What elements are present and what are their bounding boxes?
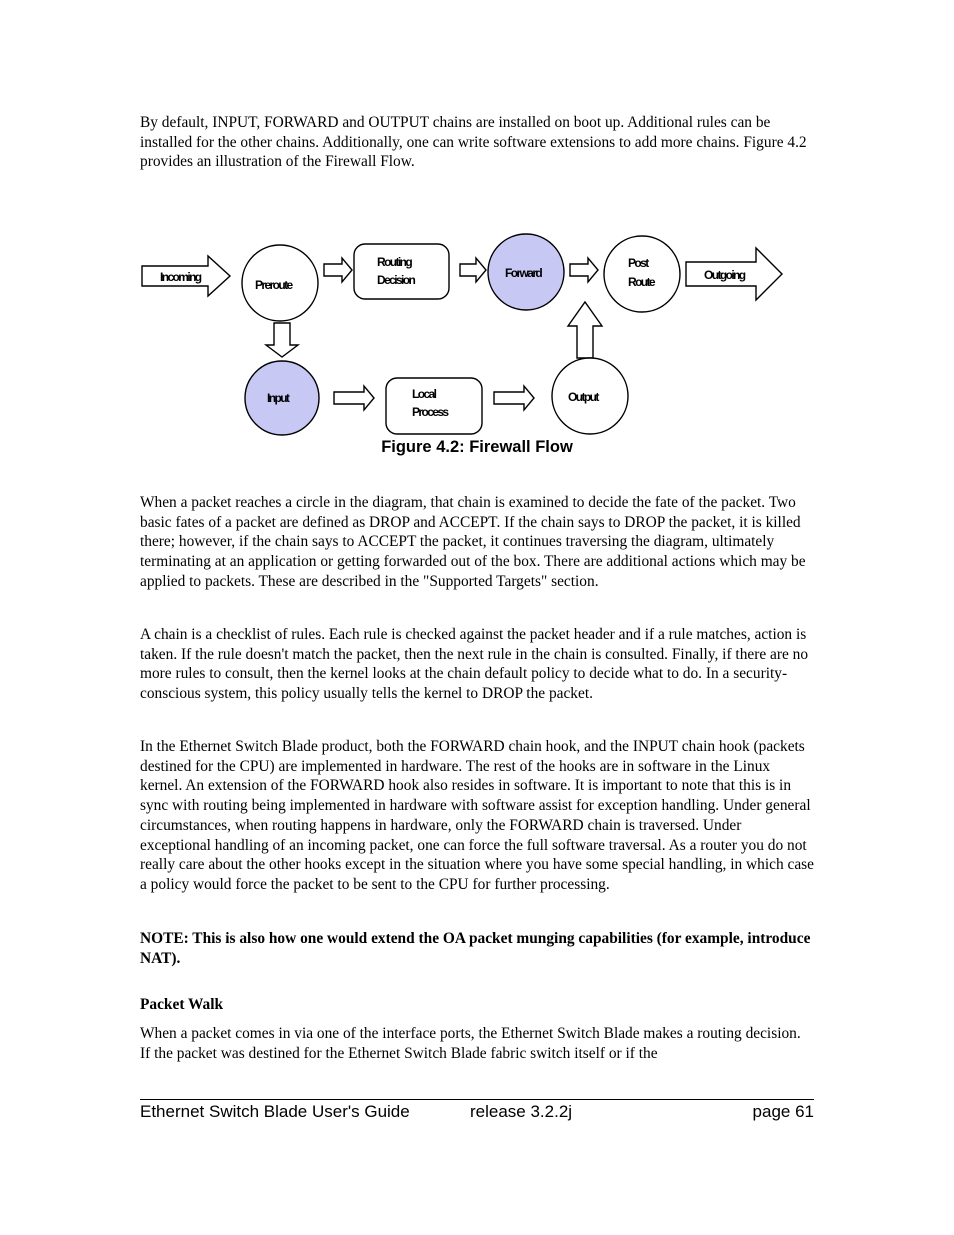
outgoing-label: Outgoing: [704, 268, 745, 282]
footer-page-number: page 61: [752, 1102, 814, 1121]
footer-release: release 3.2.2j: [470, 1102, 573, 1121]
body-paragraph-3: In the Ethernet Switch Blade product, both the FORWARD chain hook, and the INPUT chain hook (packets destined for the CPU) are implemented in hardware. The rest of the hooks are in software in the Linux kernel. An extension of the FORWARD hook also resides in software. It is important to note that this is in sync with routing being implemented in hardware with software assist for exception handling. Under general circumstances, when routing happens in hardware, only the FORWARD chain is traversed. Under exceptional handling of an incoming packet, one can force the full software traversal. As a router you do not really care about the other hooks except in the situation where you have some special handling, in which case a policy would force the packet to be sent to the CPU for further processing.: [140, 738, 814, 893]
routing-label-line1: Routing: [377, 255, 412, 269]
output-label: Output: [568, 390, 598, 404]
body-paragraph-1: When a packet reaches a circle in the diagram, that chain is examined to decide the fate of the packet. Two basic fates of a packet are defined as DROP and ACCEPT. If the chain says to DROP the packet, it is killed there; however, if the chain says to ACCEPT the packet, it continues traversing the diagram, ultimately terminating at an application or getting forwarded out of the box. There are additional actions which may be applied to packets. These are described in the "Supported Targets" section.: [140, 494, 806, 590]
preroute-label: Preroute: [255, 278, 292, 292]
arrow-preroute-to-input: [266, 323, 298, 357]
local-label-line2: Process: [412, 405, 448, 419]
input-label: Input: [267, 391, 289, 405]
postroute-node: [604, 236, 680, 312]
footer-title: Ethernet Switch Blade User's Guide: [140, 1102, 410, 1121]
local-label-line1: Local: [412, 387, 436, 401]
arrow-routing-to-forward: [460, 258, 486, 282]
firewall-flow-diagram: [130, 228, 810, 443]
packet-walk-paragraph: When a packet comes in via one of the interface ports, the Ethernet Switch Blade makes a routing decision. If the packet was destined for the Ethernet Switch Blade fabric switch itself or if the: [140, 1025, 801, 1062]
note-paragraph: NOTE: This is also how one would extend the OA packet munging capabilities (for example, introduce NAT).: [140, 930, 811, 967]
footer-rule: [140, 1099, 814, 1100]
arrow-input-to-local: [334, 386, 374, 410]
intro-paragraph: By default, INPUT, FORWARD and OUTPUT chains are installed on boot up. Additional rules can be installed for the other chains. Additionally, one can write software extensions to add more chains. Figure 4.2 provides an illustration of the Firewall Flow.: [140, 114, 807, 171]
postroute-label-line1: Post: [628, 256, 648, 270]
arrow-forward-to-postroute: [570, 258, 598, 282]
routing-label-line2: Decision: [377, 273, 415, 287]
section-heading: Packet Walk: [140, 996, 224, 1013]
routing-decision-node: [354, 244, 449, 299]
incoming-label: Incoming: [160, 270, 201, 284]
arrow-preroute-to-routing: [324, 258, 352, 282]
arrow-output-to-postroute: [568, 302, 602, 358]
figure-caption: Figure 4.2: Firewall Flow: [381, 438, 573, 456]
arrow-local-to-output: [494, 386, 534, 410]
body-paragraph-2: A chain is a checklist of rules. Each rule is checked against the packet header and if a rule matches, action is taken. If the rule doesn't match the packet, then the next rule in the chain is consulted. Finally, if there are no more rules to consult, then the kernel looks at the chain default policy to decide what to do. In a security-conscious system, this policy usually tells the kernel to DROP the packet.: [140, 626, 809, 703]
postroute-label-line2: Route: [628, 275, 654, 289]
forward-label: Forward: [505, 266, 542, 280]
